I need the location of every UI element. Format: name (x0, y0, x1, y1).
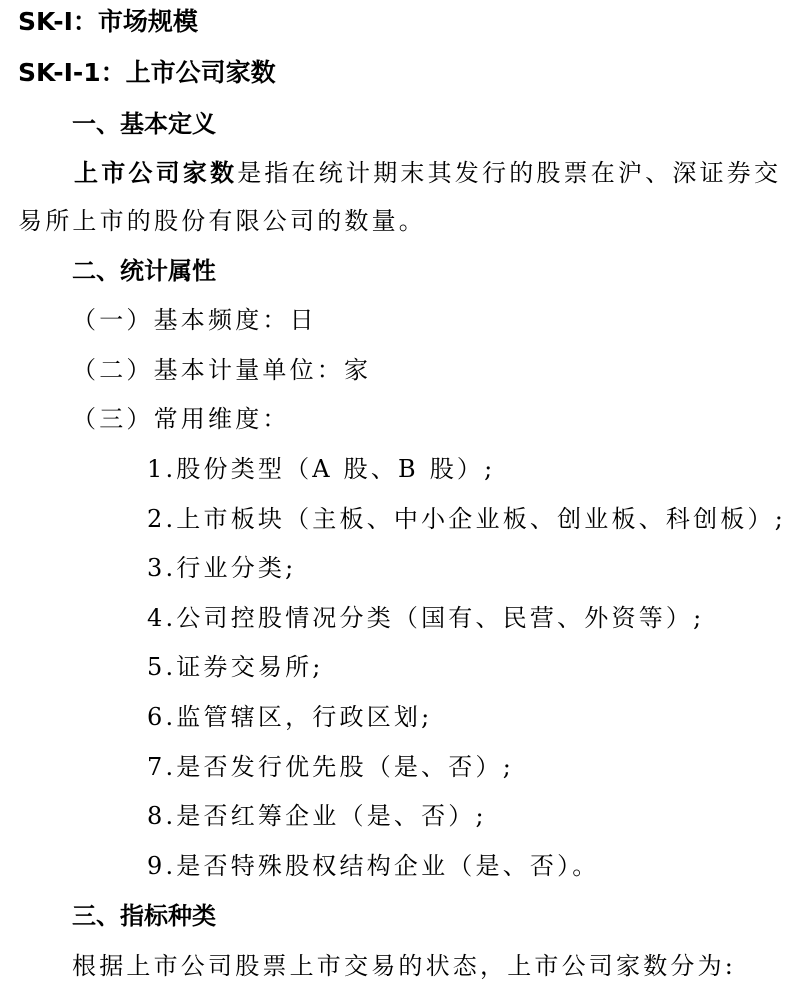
frequency-line: （一）基本频度：日 (72, 306, 317, 334)
dimension-item: 5.证券交易所; (147, 653, 324, 681)
dimension-item: 8.是否红筹企业（是、否）; (147, 802, 487, 830)
dimension-item: 1.股份类型（A 股、B 股）; (147, 455, 496, 483)
dimension-item: 3.行业分类; (147, 554, 297, 582)
definition-paragraph (18, 149, 782, 245)
dimension-item: 7.是否发行优先股（是、否）; (147, 753, 514, 781)
subsection-heading: SK-I-1：上市公司家数 (18, 58, 276, 87)
dimension-item: 9.是否特殊股权结构企业（是、否）。 (147, 852, 600, 880)
indicator-types-heading: 三、指标种类 (72, 902, 216, 930)
definition-heading: 一、基本定义 (72, 110, 216, 138)
definition-term: 上市公司家数 (74, 159, 238, 187)
dimensions-title: （三）常用维度： (72, 405, 290, 433)
dimension-item: 4.公司控股情况分类（国有、民营、外资等）; (147, 604, 705, 632)
definition-text: 是指在统计期末其发行的股票在沪、深证券交易所上市的股份有限公司的数量。 (18, 159, 782, 235)
indicator-text: 根据上市公司股票上市交易的状态，上市公司家数分为: (72, 952, 737, 980)
section-heading: SK-I：市场规模 (18, 7, 198, 36)
dimension-item: 2.上市板块（主板、中小企业板、创业板、科创板）; (147, 505, 786, 533)
unit-line: （二）基本计量单位：家 (72, 356, 372, 384)
attributes-heading: 二、统计属性 (72, 257, 216, 285)
dimension-item: 6.监管辖区，行政区划; (147, 703, 433, 731)
